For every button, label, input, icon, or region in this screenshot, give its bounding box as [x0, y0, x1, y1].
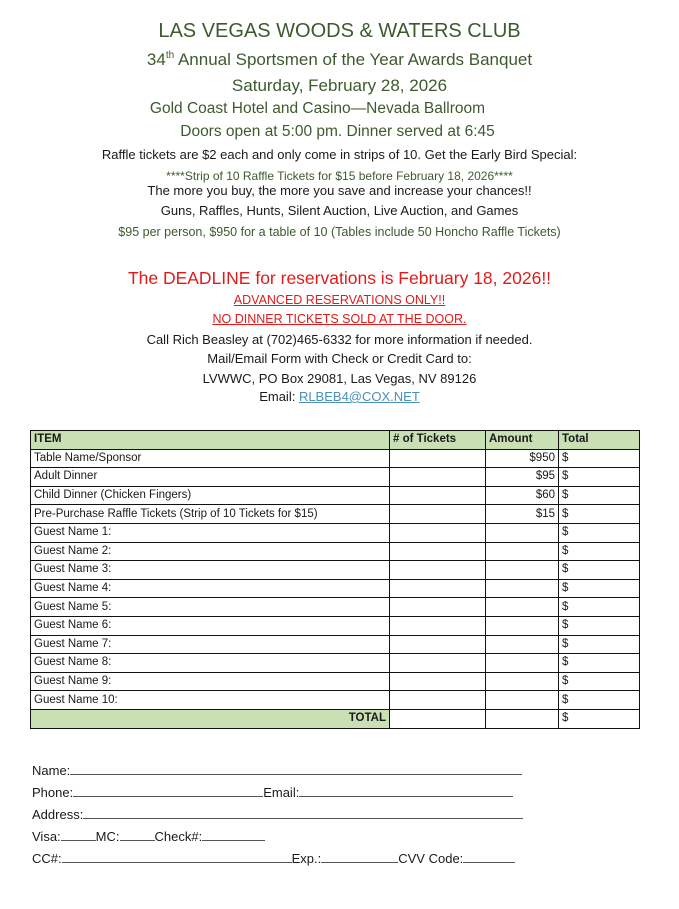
name-field[interactable] — [32, 762, 522, 778]
name-line[interactable] — [70, 762, 522, 775]
amount-cell — [486, 654, 559, 673]
total-value[interactable]: $ — [559, 709, 640, 728]
total-label: TOTAL — [31, 709, 390, 728]
table-row — [31, 616, 640, 635]
order-table — [30, 430, 640, 729]
early-bird-special: ****Strip of 10 Raffle Tickets for $15 before February 18, 2026**** — [166, 169, 513, 183]
phone-email-row — [32, 784, 513, 800]
event-date: Saturday, February 28, 2026 — [231, 76, 448, 95]
amount-cell — [486, 672, 559, 691]
header-tickets: # of Tickets — [390, 431, 486, 450]
event-title-text: Annual Sportsmen of the Year Awards Banquet — [174, 50, 533, 69]
deadline-headline: The DEADLINE for reservations is February 18, 2026!! — [127, 268, 552, 288]
address-field[interactable] — [32, 806, 523, 822]
total-cell[interactable]: $ — [559, 561, 640, 580]
anniversary-number: 34 — [146, 50, 166, 69]
item-cell: Guest Name 5: — [31, 598, 390, 617]
amount-cell — [486, 635, 559, 654]
amount-cell — [486, 523, 559, 542]
total-cell[interactable]: $ — [559, 505, 640, 524]
more-you-buy: The more you buy, the more you save and increase your chances!! — [147, 183, 532, 198]
email-label: Email: — [259, 389, 299, 404]
address-line[interactable] — [83, 806, 523, 819]
name-label: Name: — [32, 763, 71, 778]
amount-cell: $60 — [486, 486, 559, 505]
tickets-cell[interactable] — [390, 616, 486, 635]
table-row — [31, 635, 640, 654]
table-row — [31, 523, 640, 542]
event-venue: Gold Coast Hotel and Casino—Nevada Ballroom — [149, 100, 486, 117]
visa-label: Visa: — [32, 829, 61, 844]
phone-line[interactable] — [73, 784, 263, 797]
item-cell: Guest Name 8: — [31, 654, 390, 673]
total-cell[interactable]: $ — [559, 468, 640, 487]
tickets-cell[interactable] — [390, 523, 486, 542]
table-row — [31, 505, 640, 524]
tickets-cell[interactable] — [390, 486, 486, 505]
cc-line[interactable] — [62, 850, 292, 863]
email-link[interactable]: RLBEB4@COX.NET — [298, 389, 420, 404]
table-row — [31, 691, 640, 710]
total-cell[interactable]: $ — [559, 691, 640, 710]
anniversary-suffix: th — [165, 50, 175, 61]
table-row — [31, 449, 640, 468]
table-row — [31, 598, 640, 617]
tickets-cell[interactable] — [390, 449, 486, 468]
phone-label: Phone: — [32, 785, 74, 800]
total-cell[interactable]: $ — [559, 523, 640, 542]
total-cell[interactable]: $ — [559, 635, 640, 654]
amount-cell — [486, 691, 559, 710]
contact-call: Call Rich Beasley at (702)465-6332 for more information if needed. — [146, 332, 533, 347]
check-label: Check#: — [154, 829, 203, 844]
total-cell[interactable]: $ — [559, 449, 640, 468]
item-cell: Adult Dinner — [31, 468, 390, 487]
table-row — [31, 672, 640, 691]
credit-card-row — [32, 850, 515, 866]
total-cell[interactable]: $ — [559, 486, 640, 505]
item-cell: Child Dinner (Chicken Fingers) — [31, 486, 390, 505]
item-cell: Pre-Purchase Raffle Tickets (Strip of 10 Tickets for $15) — [31, 505, 390, 524]
item-cell: Guest Name 6: — [31, 616, 390, 635]
event-times: Doors open at 5:00 pm. Dinner served at 6:45 — [180, 123, 495, 140]
total-tickets-cell[interactable] — [390, 709, 486, 728]
exp-label: Exp.: — [291, 851, 322, 866]
tickets-cell[interactable] — [390, 672, 486, 691]
email-field-label: Email: — [263, 785, 300, 800]
activities: Guns, Raffles, Hunts, Silent Auction, Live Auction, and Games — [160, 203, 519, 218]
cvv-line[interactable] — [463, 850, 515, 863]
amount-cell: $15 — [486, 505, 559, 524]
header-amount: Amount — [486, 431, 559, 450]
email-line[interactable] — [299, 784, 513, 797]
item-cell: Guest Name 7: — [31, 635, 390, 654]
table-row — [31, 468, 640, 487]
item-cell: Guest Name 1: — [31, 523, 390, 542]
amount-cell — [486, 561, 559, 580]
amount-cell — [486, 542, 559, 561]
tickets-cell[interactable] — [390, 579, 486, 598]
club-name: LAS VEGAS WOODS & WATERS CLUB — [158, 20, 521, 42]
item-cell: Guest Name 2: — [31, 542, 390, 561]
item-cell: Table Name/Sponsor — [31, 449, 390, 468]
table-row — [31, 561, 640, 580]
item-cell: Guest Name 4: — [31, 579, 390, 598]
amount-cell: $95 — [486, 468, 559, 487]
tickets-cell[interactable] — [390, 505, 486, 524]
cvv-label: CVV Code: — [398, 851, 464, 866]
tickets-cell[interactable] — [390, 654, 486, 673]
tickets-cell[interactable] — [390, 542, 486, 561]
total-cell[interactable]: $ — [559, 654, 640, 673]
tickets-cell[interactable] — [390, 561, 486, 580]
total-cell[interactable]: $ — [559, 579, 640, 598]
cc-label: CC#: — [32, 851, 62, 866]
event-title — [0, 50, 679, 70]
advanced-reservations-notice: ADVANCED RESERVATIONS ONLY!! — [233, 293, 446, 307]
tickets-cell[interactable] — [390, 468, 486, 487]
amount-cell: $950 — [486, 449, 559, 468]
item-cell: Guest Name 10: — [31, 691, 390, 710]
table-header-row — [31, 431, 640, 450]
raffle-info: Raffle tickets are $2 each and only come in strips of 10. Get the Early Bird Special: — [101, 147, 578, 162]
tickets-cell[interactable] — [390, 635, 486, 654]
amount-cell — [486, 616, 559, 635]
tickets-cell[interactable] — [390, 598, 486, 617]
total-amount-cell[interactable] — [486, 709, 559, 728]
pricing: $95 per person, $950 for a table of 10 (Tables include 50 Honcho Raffle Tickets) — [118, 225, 561, 239]
total-cell[interactable]: $ — [559, 598, 640, 617]
payment-type-row — [32, 828, 265, 844]
contact-address: LVWWC, PO Box 29081, Las Vegas, NV 89126 — [202, 371, 477, 386]
item-cell: Guest Name 3: — [31, 561, 390, 580]
table-row — [31, 542, 640, 561]
table-row — [31, 654, 640, 673]
table-row — [31, 579, 640, 598]
no-door-sales-notice: NO DINNER TICKETS SOLD AT THE DOOR. — [212, 312, 467, 326]
tickets-cell[interactable] — [390, 691, 486, 710]
contact-mail: Mail/Email Form with Check or Credit Card to: — [207, 351, 472, 366]
exp-line[interactable] — [321, 850, 398, 863]
amount-cell — [486, 579, 559, 598]
check-line[interactable] — [202, 828, 265, 841]
amount-cell — [486, 598, 559, 617]
total-row — [31, 709, 640, 728]
total-cell[interactable]: $ — [559, 542, 640, 561]
total-cell[interactable]: $ — [559, 672, 640, 691]
header-total: Total — [559, 431, 640, 450]
mc-label: MC: — [95, 829, 120, 844]
contact-email — [0, 389, 679, 404]
item-cell: Guest Name 9: — [31, 672, 390, 691]
table-row — [31, 486, 640, 505]
mc-line[interactable] — [120, 828, 155, 841]
visa-line[interactable] — [61, 828, 96, 841]
header-item: ITEM — [31, 431, 390, 450]
total-cell[interactable]: $ — [559, 616, 640, 635]
address-label: Address: — [32, 807, 84, 822]
